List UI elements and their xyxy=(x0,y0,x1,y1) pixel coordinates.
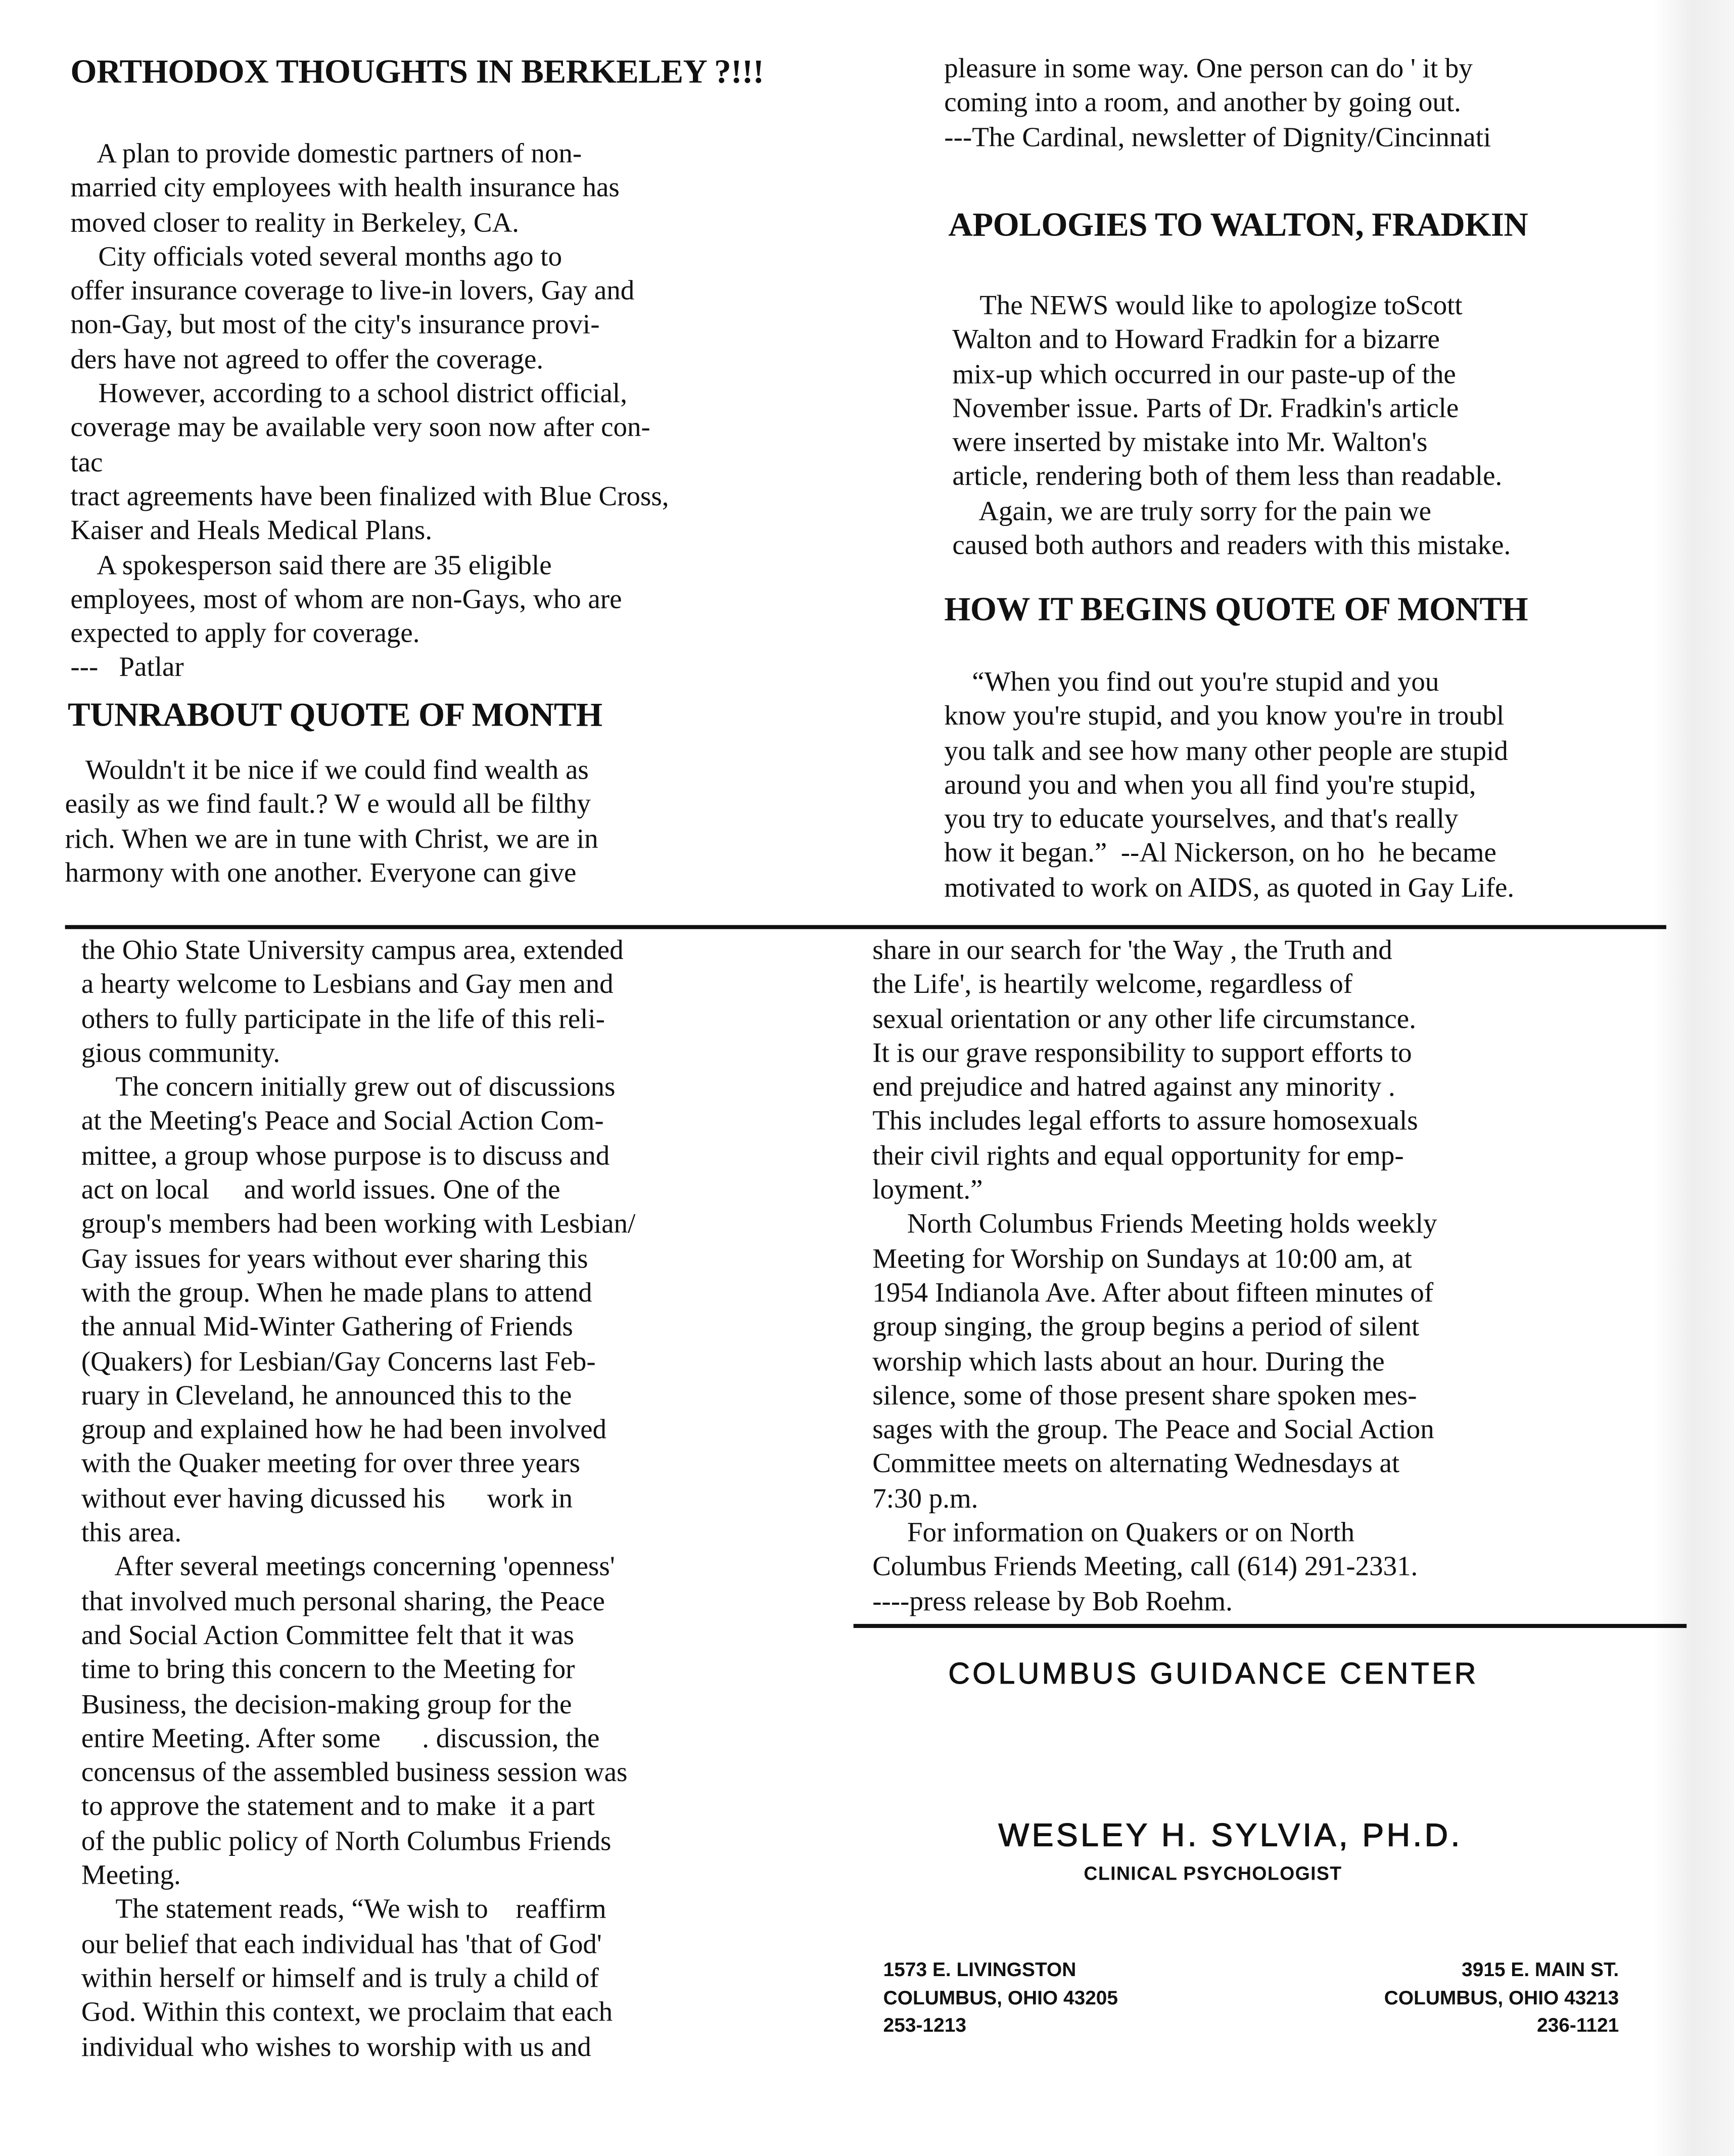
ad-doctor-name: WESLEY H. SYLVIA, PH.D. xyxy=(998,1817,1463,1854)
text-line: their civil rights and equal opportunity for emp- xyxy=(872,1141,1404,1172)
text-line: sages with the group. The Peace and Social Action xyxy=(872,1415,1434,1446)
text-line: you talk and see how many other people are stupid xyxy=(944,736,1508,766)
text-line: Walton and to Howard Fradkin for a bizarre xyxy=(952,325,1440,356)
text-line: group's members had been working with Lesbian/ xyxy=(81,1210,636,1240)
scan-edge-shadow xyxy=(1653,0,1734,2156)
text-line: group singing, the group begins a period of silent xyxy=(872,1313,1420,1343)
headline-orthodox: ORTHODOX THOUGHTS IN BERKELEY ?!!! xyxy=(70,54,764,91)
text-line: a hearty welcome to Lesbians and Gay men and xyxy=(81,970,614,1000)
text-line: easily as we find fault.? W e would all be filthy xyxy=(65,790,591,820)
text-line: know you're stupid, and you know you're in troubl xyxy=(944,702,1505,732)
text-line: After several meetings concerning 'openness' xyxy=(81,1552,615,1583)
text-line: end prejudice and hatred against any minority . xyxy=(872,1073,1395,1103)
text-line: entire Meeting. After some . discussion, the xyxy=(81,1723,600,1754)
turnabout-quote-body xyxy=(65,754,598,891)
text-line: were inserted by mistake into Mr. Walton's xyxy=(952,428,1428,458)
text-line: mix-up which occurred in our paste-up of the xyxy=(952,359,1456,390)
text-line: tac xyxy=(70,448,103,478)
text-line: silence, some of those present share spoken mes- xyxy=(872,1381,1417,1411)
text-line: offer insurance coverage to live-in lovers, Gay and xyxy=(70,276,635,307)
text-line: Meeting for Worship on Sundays at 10:00 am, at xyxy=(872,1244,1412,1274)
text-line: Wouldn't it be nice if we could find wealth as xyxy=(65,755,589,786)
text-line: ruary in Cleveland, he announced this to the xyxy=(81,1381,572,1411)
text-line: The statement reads, “We wish to reaffirm xyxy=(81,1895,606,1925)
text-line: how it began.” --Al Nickerson, on ho he became xyxy=(944,839,1496,869)
how-it-begins-body xyxy=(944,666,1514,906)
text-line: The NEWS would like to apologize toScott xyxy=(952,291,1463,321)
text-line: time to bring this concern to the Meeting for xyxy=(81,1655,575,1686)
text-line: with the Quaker meeting for over three years xyxy=(81,1450,581,1480)
text-line: rich. When we are in tune with Christ, we are in xyxy=(65,824,598,854)
text-line: City officials voted several months ago to xyxy=(70,242,563,272)
text-line: others to fully participate in the life of this reli- xyxy=(81,1004,605,1034)
text-line: loyment.” xyxy=(872,1175,983,1206)
text-line: share in our search for 'the Way , the Truth and xyxy=(872,936,1392,966)
text-line: God. Within this context, we proclaim that each xyxy=(81,1998,613,2028)
text-line: The concern initially grew out of discussions xyxy=(81,1073,616,1103)
text-line: coming into a room, and another by going out. xyxy=(944,88,1461,118)
text-line: caused both authors and readers with this mistake. xyxy=(952,531,1511,561)
horizontal-divider xyxy=(65,925,1666,929)
text-line: that involved much personal sharing, the Peace xyxy=(81,1587,605,1617)
text-line: married city employees with health insurance has xyxy=(70,173,620,204)
text-line: within herself or himself and is truly a child of xyxy=(81,1963,599,1994)
text-line: group and explained how he had been involved xyxy=(81,1415,607,1446)
phone-number: 253-1213 xyxy=(883,2015,966,2037)
phone-number: 236-1121 xyxy=(1537,2015,1619,2037)
headline-how-it-begins: HOW IT BEGINS QUOTE OF MONTH xyxy=(944,592,1528,629)
text-line: the annual Mid-Winter Gathering of Friends xyxy=(81,1313,573,1343)
apologies-body xyxy=(952,289,1511,562)
text-line: It is our grave responsibility to support efforts to xyxy=(872,1038,1412,1069)
text-line: article, rendering both of them less than readable. xyxy=(952,462,1503,493)
quaker-article-right-column xyxy=(872,935,1437,1620)
text-line: Kaiser and Heals Medical Plans. xyxy=(70,516,433,546)
text-line: ----press release by Bob Roehm. xyxy=(872,1587,1233,1617)
text-line: November issue. Parts of Dr. Fradkin's article xyxy=(952,394,1459,424)
text-line: expected to apply for coverage. xyxy=(70,619,420,649)
text-line: However, according to a school district official, xyxy=(70,379,627,409)
text-line: motivated to work on AIDS, as quoted in Gay Life. xyxy=(944,873,1515,903)
text-line: (Quakers) for Lesbian/Gay Concerns last Feb- xyxy=(81,1347,596,1377)
text-line: with the group. When he made plans to attend xyxy=(81,1278,592,1309)
ad-divider xyxy=(854,1624,1687,1627)
text-line: individual who wishes to worship with us and xyxy=(81,2032,591,2063)
ad-profession: CLINICAL PSYCHOLOGIST xyxy=(1084,1862,1342,1884)
text-line: employees, most of whom are non-Gays, who are xyxy=(70,585,622,615)
text-line: worship which lasts about an hour. During the xyxy=(872,1347,1385,1377)
headline-apologies: APOLOGIES TO WALTON, FRADKIN xyxy=(948,207,1528,244)
text-line: moved closer to reality in Berkeley, CA. xyxy=(70,208,520,238)
text-line: --- Patlar xyxy=(70,653,184,684)
text-line: gious community. xyxy=(81,1038,280,1069)
text-line: you try to educate yourselves, and that's really xyxy=(944,804,1459,835)
text-line: our belief that each individual has 'that of God' xyxy=(81,1929,602,1959)
text-line: 7:30 p.m. xyxy=(872,1484,978,1514)
text-line: Columbus Friends Meeting, call (614) 291-2331. xyxy=(872,1552,1418,1583)
text-line: to approve the statement and to make it a part xyxy=(81,1792,595,1823)
text-line: This includes legal efforts to assure homosexuals xyxy=(872,1107,1418,1137)
ad-office-livingston xyxy=(883,1957,1118,2040)
text-line: pleasure in some way. One person can do ' it by xyxy=(944,54,1473,84)
text-line: A spokesperson said there are 35 eligible xyxy=(70,550,552,581)
article-orthodox-body xyxy=(70,138,669,686)
quaker-article-left-column xyxy=(81,935,635,2066)
text-line: at the Meeting's Peace and Social Action Com- xyxy=(81,1107,604,1137)
cardinal-quote-continuation xyxy=(944,53,1491,156)
text-line: Again, we are truly sorry for the pain we xyxy=(952,497,1431,527)
text-line: Gay issues for years without ever sharing this xyxy=(81,1244,588,1274)
headline-turnabout: TUNRABOUT QUOTE OF MONTH xyxy=(68,697,602,734)
text-line: this area. xyxy=(81,1518,182,1548)
text-line: act on local and world issues. One of the xyxy=(81,1175,560,1206)
address-city: COLUMBUS, OHIO 43213 xyxy=(1384,1987,1619,2009)
address-street: 3915 E. MAIN ST. xyxy=(1462,1959,1619,1982)
text-line: concensus of the assembled business session was xyxy=(81,1758,628,1788)
text-line: coverage may be available very soon now after con- xyxy=(70,413,650,444)
text-line: of the public policy of North Columbus Friends xyxy=(81,1827,612,1857)
text-line: mittee, a group whose purpose is to discuss and xyxy=(81,1141,610,1172)
text-line: without ever having dicussed his work in xyxy=(81,1484,573,1514)
ad-center-name: COLUMBUS GUIDANCE CENTER xyxy=(948,1656,1479,1691)
text-line: ders have not agreed to offer the coverage. xyxy=(70,345,544,375)
text-line: the Life', is heartily welcome, regardless of xyxy=(872,970,1353,1000)
ad-office-main-st xyxy=(1384,1957,1619,2040)
text-line: For information on Quakers or on North xyxy=(872,1518,1355,1548)
text-line: harmony with one another. Everyone can give xyxy=(65,858,577,889)
text-line: A plan to provide domestic partners of non- xyxy=(70,139,582,170)
text-line: tract agreements have been finalized with Blue Cross, xyxy=(70,482,669,512)
text-line: 1954 Indianola Ave. After about fifteen minutes of xyxy=(872,1278,1434,1309)
text-line: ---The Cardinal, newsletter of Dignity/Cincinnati xyxy=(944,122,1491,153)
text-line: “When you find out you're stupid and you xyxy=(944,667,1439,698)
text-line: around you and when you all find you're stupid, xyxy=(944,770,1476,800)
text-line: Meeting. xyxy=(81,1861,181,1891)
text-line: the Ohio State University campus area, extended xyxy=(81,936,624,966)
text-line: North Columbus Friends Meeting holds weekly xyxy=(872,1210,1437,1240)
address-street: 1573 E. LIVINGSTON xyxy=(883,1959,1076,1982)
text-line: and Social Action Committee felt that it was xyxy=(81,1621,575,1651)
text-line: Committee meets on alternating Wednesdays at xyxy=(872,1450,1400,1480)
text-line: sexual orientation or any other life circumstance. xyxy=(872,1004,1416,1034)
text-line: non-Gay, but most of the city's insurance provi- xyxy=(70,311,600,341)
address-city: COLUMBUS, OHIO 43205 xyxy=(883,1987,1118,2009)
text-line: Business, the decision-making group for the xyxy=(81,1690,572,1719)
